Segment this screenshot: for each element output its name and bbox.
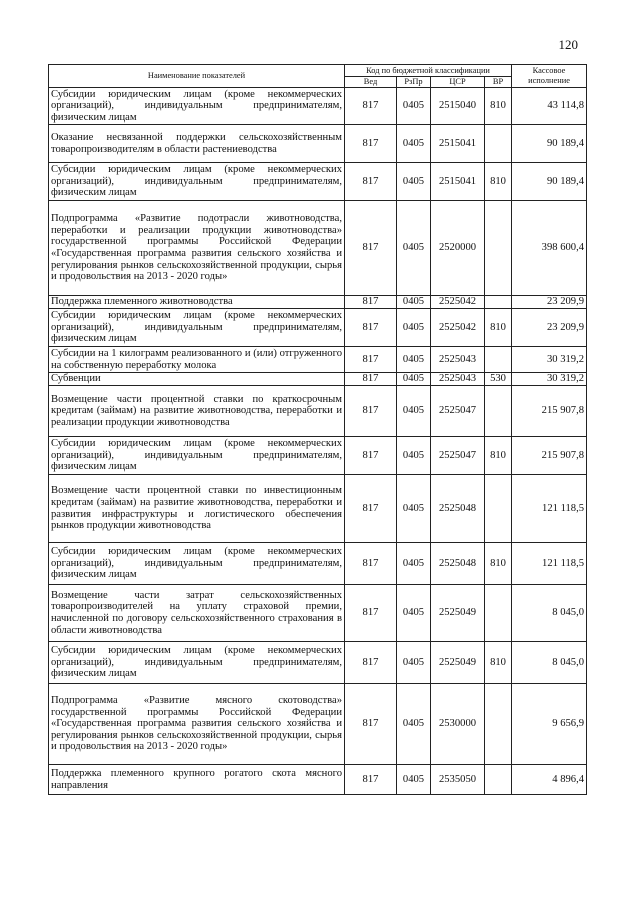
row-ved: 817 [345, 642, 397, 684]
row-ved: 817 [345, 125, 397, 163]
page-number: 120 [558, 37, 578, 52]
row-rzpr: 0405 [397, 163, 431, 201]
table-row [49, 125, 587, 163]
row-csr: 2525042 [431, 309, 485, 347]
row-amount: 8 045,0 [512, 585, 587, 642]
row-vr: 810 [485, 437, 512, 475]
row-name: Субвенции [49, 373, 345, 386]
row-vr [485, 765, 512, 795]
row-amount: 90 189,4 [512, 163, 587, 201]
row-vr [485, 296, 512, 309]
row-name: Субсидии юридическим лицам (кроме некоммерческих организаций), индивидуальным предпринимателям, физическим лицам [49, 88, 345, 125]
row-name: Подпрограмма «Развитие мясного скотоводства» государственной программы Российской Федерации «Государственная программа развития сельского хозяйства и регулирования рынков сельскохозяйственной продукции, сырья и продовольствия на 2013 - 2020 годы» [49, 684, 345, 765]
row-vr [485, 125, 512, 163]
header-vr: ВР [485, 77, 512, 88]
row-name: Оказание несвязанной поддержки сельскохозяйственным товаропроизводителям в области растениеводства [49, 125, 345, 163]
row-csr: 2525043 [431, 347, 485, 373]
row-ved: 817 [345, 437, 397, 475]
header-rzpr: РзПр [397, 77, 431, 88]
row-csr: 2525049 [431, 642, 485, 684]
header-ved: Вед [345, 77, 397, 88]
row-name: Возмещение части процентной ставки по краткосрочным кредитам (займам) на развитие животноводства, переработки и реализации продукции животноводства [49, 386, 345, 437]
row-ved: 817 [345, 475, 397, 543]
row-csr: 2515041 [431, 163, 485, 201]
row-amount: 215 907,8 [512, 437, 587, 475]
row-rzpr: 0405 [397, 437, 431, 475]
row-csr: 2515041 [431, 125, 485, 163]
row-vr [485, 201, 512, 296]
row-vr: 810 [485, 163, 512, 201]
row-amount: 30 319,2 [512, 373, 587, 386]
header-code-group: Код по бюджетной классификации [345, 65, 512, 77]
row-rzpr: 0405 [397, 585, 431, 642]
header-name: Наименование показателей [49, 65, 345, 88]
row-amount: 398 600,4 [512, 201, 587, 296]
row-amount: 215 907,8 [512, 386, 587, 437]
row-csr: 2530000 [431, 684, 485, 765]
table-row [49, 684, 587, 765]
header-execution: Кассовое исполнение [512, 65, 587, 88]
row-csr: 2525048 [431, 475, 485, 543]
row-vr [485, 684, 512, 765]
row-vr: 810 [485, 309, 512, 347]
row-vr: 810 [485, 642, 512, 684]
row-csr: 2525047 [431, 386, 485, 437]
row-name: Возмещение части затрат сельскохозяйственных товаропроизводителей на уплату страховой премии, начисленной по договору сельскохозяйственного страхования в области животноводства [49, 585, 345, 642]
row-vr: 810 [485, 543, 512, 585]
row-name: Субсидии на 1 килограмм реализованного и (или) отгруженного на собственную переработку молока [49, 347, 345, 373]
row-amount: 90 189,4 [512, 125, 587, 163]
table-body [49, 88, 587, 795]
row-ved: 817 [345, 347, 397, 373]
row-rzpr: 0405 [397, 309, 431, 347]
row-vr: 810 [485, 88, 512, 125]
table-row [49, 386, 587, 437]
row-vr [485, 475, 512, 543]
row-rzpr: 0405 [397, 642, 431, 684]
table-row [49, 163, 587, 201]
row-csr: 2515040 [431, 88, 485, 125]
row-csr: 2520000 [431, 201, 485, 296]
row-csr: 2525047 [431, 437, 485, 475]
row-name: Подпрограмма «Развитие подотрасли животноводства, переработки и реализации продукции животноводства» государственной программы Российской Федерации «Государственная программа развития сельского хозяйства и регулирования рынков сельскохозяйственной продукции, сырья и продовольствия на 2013 - 2020 годы» [49, 201, 345, 296]
row-amount: 43 114,8 [512, 88, 587, 125]
table-row [49, 347, 587, 373]
row-rzpr: 0405 [397, 201, 431, 296]
row-rzpr: 0405 [397, 125, 431, 163]
row-name: Субсидии юридическим лицам (кроме некоммерческих организаций), индивидуальным предпринимателям, физическим лицам [49, 309, 345, 347]
table-row [49, 543, 587, 585]
row-rzpr: 0405 [397, 373, 431, 386]
row-name: Возмещение части процентной ставки по инвестиционным кредитам (займам) на развитие животноводства, переработки и развития инфраструктуры и логистического обеспечения рынков продукции животноводства [49, 475, 345, 543]
row-amount: 23 209,9 [512, 309, 587, 347]
table-row [49, 475, 587, 543]
budget-table [48, 64, 587, 795]
row-csr: 2525049 [431, 585, 485, 642]
row-ved: 817 [345, 543, 397, 585]
row-rzpr: 0405 [397, 386, 431, 437]
table-row [49, 88, 587, 125]
row-rzpr: 0405 [397, 765, 431, 795]
table-row [49, 585, 587, 642]
row-csr: 2525048 [431, 543, 485, 585]
row-amount: 4 896,4 [512, 765, 587, 795]
row-amount: 30 319,2 [512, 347, 587, 373]
row-ved: 817 [345, 373, 397, 386]
row-name: Субсидии юридическим лицам (кроме некоммерческих организаций), индивидуальным предпринимателям, физическим лицам [49, 543, 345, 585]
row-rzpr: 0405 [397, 296, 431, 309]
row-rzpr: 0405 [397, 475, 431, 543]
row-vr: 530 [485, 373, 512, 386]
table-row [49, 373, 587, 386]
table-row [49, 642, 587, 684]
row-ved: 817 [345, 765, 397, 795]
row-name: Субсидии юридическим лицам (кроме некоммерческих организаций), индивидуальным предпринимателям, физическим лицам [49, 163, 345, 201]
row-ved: 817 [345, 386, 397, 437]
row-amount: 8 045,0 [512, 642, 587, 684]
table-row [49, 765, 587, 795]
header-csr: ЦСР [431, 77, 485, 88]
row-rzpr: 0405 [397, 88, 431, 125]
row-name: Поддержка племенного крупного рогатого скота мясного направления [49, 765, 345, 795]
table-row [49, 296, 587, 309]
row-amount: 121 118,5 [512, 475, 587, 543]
row-amount: 121 118,5 [512, 543, 587, 585]
table-row [49, 201, 587, 296]
row-vr [485, 585, 512, 642]
row-vr [485, 386, 512, 437]
row-name: Поддержка племенного животноводства [49, 296, 345, 309]
row-rzpr: 0405 [397, 684, 431, 765]
table-row [49, 437, 587, 475]
row-csr: 2525043 [431, 373, 485, 386]
row-ved: 817 [345, 309, 397, 347]
row-ved: 817 [345, 201, 397, 296]
row-ved: 817 [345, 684, 397, 765]
row-name: Субсидии юридическим лицам (кроме некоммерческих организаций), индивидуальным предпринимателям, физическим лицам [49, 437, 345, 475]
table-row [49, 309, 587, 347]
row-rzpr: 0405 [397, 543, 431, 585]
row-amount: 9 656,9 [512, 684, 587, 765]
row-amount: 23 209,9 [512, 296, 587, 309]
row-vr [485, 347, 512, 373]
row-ved: 817 [345, 163, 397, 201]
row-name: Субсидии юридическим лицам (кроме некоммерческих организаций), индивидуальным предпринимателям, физическим лицам [49, 642, 345, 684]
row-csr: 2525042 [431, 296, 485, 309]
row-csr: 2535050 [431, 765, 485, 795]
row-ved: 817 [345, 585, 397, 642]
row-rzpr: 0405 [397, 347, 431, 373]
row-ved: 817 [345, 88, 397, 125]
row-ved: 817 [345, 296, 397, 309]
